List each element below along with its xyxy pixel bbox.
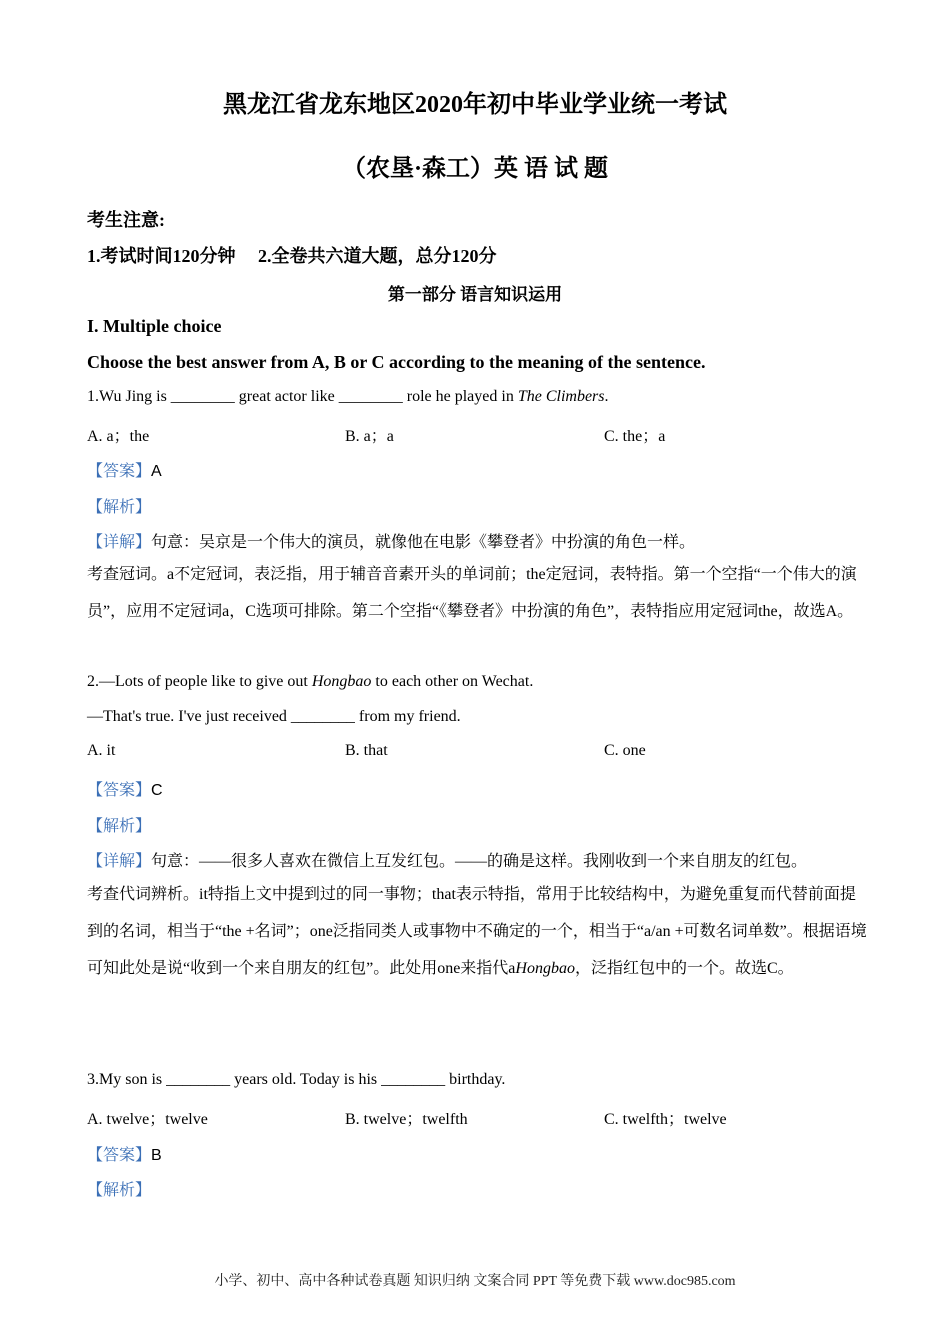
question-1-detail [87, 529, 695, 552]
notice-line: 1.考试时间120分钟 2.全卷共六道大题，总分120分 [87, 246, 497, 266]
question-2-line-1-text: 2.—Lots of people like to give out [87, 673, 312, 690]
detail-tag: 【详解】 [87, 534, 152, 551]
question-1-option-c: C. the；a [604, 428, 666, 445]
detail-tag: 【详解】 [87, 853, 152, 870]
explanation-text: 考查代词辨析。it特指上文中提到过的同一事物；that表示特指，常用于比较结构中，为避免重复而代替前面提到的名词，相当于“the +名词”；one泛指同类人或事物中不确定的一个，相当于“a/an +可数名词单数”。根据语境可知此处是说“收到一个来自朋友的红包”。此处用one来指代a [87, 886, 867, 977]
explanation-hongbao: Hongbao [515, 960, 575, 977]
question-2-detail [87, 848, 807, 871]
question-2-line-1-end: to each other on Wechat. [371, 673, 534, 690]
question-3-stem: 3.My son is ________ years old. Today is his ________ birthday. [87, 1071, 506, 1088]
question-3-option-a: A. twelve；twelve [87, 1111, 208, 1128]
page-footer: 小学、初中、高中各种试卷真题 知识归纳 文案合同 PPT 等免费下载 www.doc985.com [214, 1274, 736, 1289]
notice-heading: 考生注意: [87, 210, 165, 230]
question-3-analysis-tag: 【解析】 [87, 1182, 152, 1199]
question-1-analysis-tag: 【解析】 [87, 499, 152, 516]
question-1-option-b: B. a；a [345, 428, 394, 445]
question-2-line-1 [87, 673, 533, 691]
question-2-option-c: C. one [604, 742, 646, 759]
question-2-explanation [87, 876, 867, 987]
detail-text: 句意：——很多人喜欢在微信上互发红包。——的确是这样。我刚收到一个来自朋友的红包。 [151, 853, 808, 870]
answer-tag: 【答案】 [87, 1147, 152, 1164]
question-3-option-b: B. twelve；twelfth [345, 1111, 468, 1128]
part-title: 第一部分 语言知识运用 [387, 285, 563, 304]
question-2-answer [87, 777, 163, 800]
question-2-option-a: A. it [87, 742, 116, 759]
section-heading: I. Multiple choice [87, 316, 222, 336]
question-1-stem-text: 1.Wu Jing is ________ great actor like ________ role he played in [87, 388, 518, 405]
exam-subtitle: （农垦·森工）英 语 试 题 [341, 156, 608, 182]
question-2-option-b: B. that [345, 742, 388, 759]
question-2-line-2: —That's true. I've just received ________ from my friend. [87, 708, 461, 725]
exam-title: 黑龙江省龙东地区2020年初中毕业学业统一考试 [223, 92, 727, 118]
question-1-option-a: A. a；the [87, 428, 150, 445]
question-1-film-title: The Climbers [517, 388, 605, 405]
explanation-end: ，泛指红包中的一个。故选C。 [574, 960, 794, 977]
section-instruction: Choose the best answer from A, B or C according to the meaning of the sentence. [87, 352, 706, 372]
question-2-analysis-tag: 【解析】 [87, 818, 152, 835]
question-1-stem-end: . [604, 388, 609, 405]
answer-tag: 【答案】 [87, 463, 152, 480]
question-1-stem [87, 388, 609, 406]
detail-text: 句意：吴京是一个伟大的演员，就像他在电影《攀登者》中扮演的角色一样。 [151, 534, 696, 551]
answer-value: A [151, 463, 162, 480]
answer-value: C [151, 782, 163, 799]
question-1-explanation: 考查冠词。a不定冠词，表泛指，用于辅音音素开头的单词前；the定冠词，表特指。第一个空指“一个伟大的演员”，应用不定冠词a，C选项可排除。第二个空指“《攀登者》中扮演的角色”，表特指应用定冠词the，故选A。 [87, 566, 857, 620]
answer-tag: 【答案】 [87, 782, 152, 799]
question-1-answer [87, 458, 162, 481]
answer-value: B [151, 1147, 162, 1164]
question-3-answer [87, 1142, 162, 1165]
question-3-option-c: C. twelfth；twelve [604, 1111, 727, 1128]
question-2-hongbao: Hongbao [311, 673, 372, 690]
